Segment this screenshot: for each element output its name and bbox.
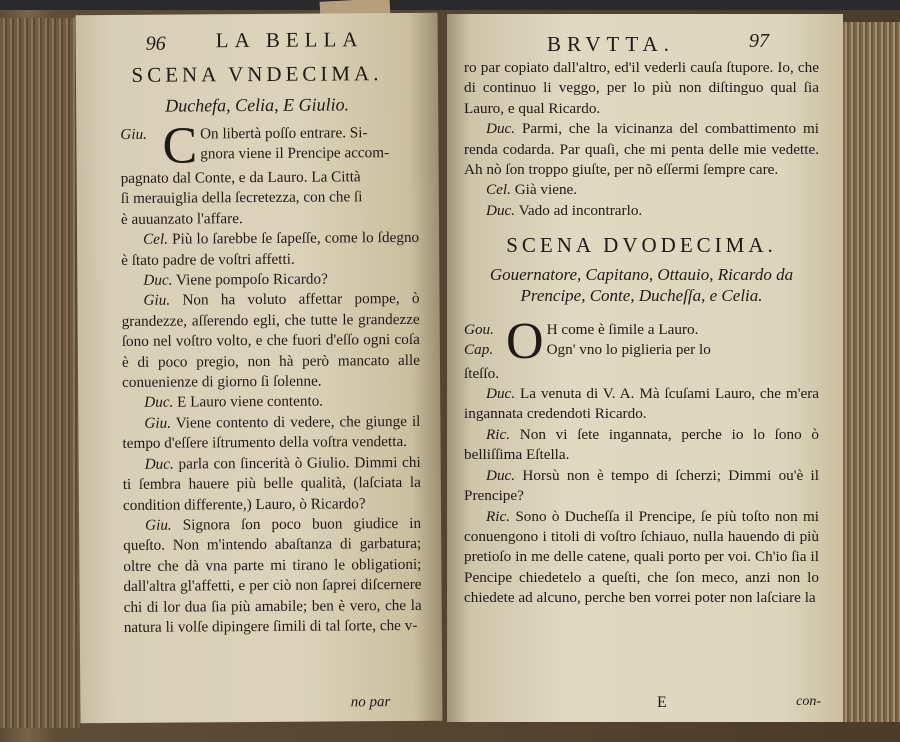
speech-text: Non vi ſete ingannata, perche io lo ſono ò belliſſima Eſtella. xyxy=(464,425,819,464)
speaker-label: Giu. xyxy=(145,516,172,534)
text-line: gnora viene il Prencipe accom- xyxy=(200,144,390,163)
speaker-label: Gou. xyxy=(464,320,494,338)
speaker-label: Duc. xyxy=(486,120,516,138)
speech xyxy=(464,201,819,221)
speaker-label: Duc. xyxy=(143,271,173,289)
text-line: ſteſſo. xyxy=(464,364,500,382)
right-page-number: 97 xyxy=(749,30,769,52)
speaker-label: Duc. xyxy=(486,385,516,403)
text-line: è auuanzato l'affare. xyxy=(120,209,243,228)
right-running-head: BRVTTA. xyxy=(547,32,675,56)
text-line: Ogn' vno lo piglieria per lo xyxy=(546,341,711,359)
speaker-label: Cel. xyxy=(486,181,511,199)
speech xyxy=(122,412,420,455)
left-running-head: LA BELLA xyxy=(215,27,364,53)
speech-text: Non ha voluto affettar pompe, ò grandezze, aſſerendo egli, che tutte le grandezze ſono nel voſtro volto, e che fuori d'eſſo ogni coſa è di poco pregio, non hà però mancato alle conuenienze di giorno ſi ſolenne. xyxy=(121,290,421,392)
speaker-column xyxy=(464,320,506,361)
speaker-label: Duc. xyxy=(486,201,516,219)
speech-text: Più lo ſarebbe ſe ſapeſſe, come lo ſdegno è ſtato padre de voſtri affetti. xyxy=(121,229,420,269)
speech-text: Già viene. xyxy=(514,181,578,199)
speech-text: Parmi, che la vicinanza del combattimento mi renda codarda. Par quaſi, che mi penta delle mie vedette. Ah nò ſon troppo giuſte, per nõ eſſermi ſempre care. xyxy=(464,120,819,179)
speaker-label: Ric. xyxy=(486,425,511,443)
speech-text: Sono ò Ducheſſa il Prencipe, ſe più toſto non mi conuengono i titoli di voſtro ſchiauo, nulla hauendo di più pretioſo in me delle catene, quali porto per voi. Ch'io ſia il Pencipe chiedetelo a queſti, che ſon meco, anzi non lo chiedete ad alcuno, perche ben vorrei poter non laſciare la xyxy=(464,507,819,607)
right-text-block xyxy=(447,58,843,609)
right-header xyxy=(447,14,843,58)
speech-text: Signora ſon poco buon giudice in queſto. Non m'intendo abaſtanza di garbatura; oltre che dà vna parte mi tirano le obligationi; dall'altra gl'affetti, e per ciò non ſaprei diſcernere chi di lor dua ſia più amabile; ben è vero, che la natura li volſe dipingere ſimili di tal ſorte, che v- xyxy=(123,514,422,636)
speech xyxy=(464,425,819,466)
speaker-label: Cap. xyxy=(464,341,494,359)
speech-text: parla con ſincerità ò Giulio. Dimmi chi ti ſembra hauere più belle qualità, (laſciata la condition differente,) Lauro, ò Ricardo? xyxy=(122,453,421,514)
left-page-number: 96 xyxy=(145,32,166,55)
speaker-label: Cel. xyxy=(143,230,169,249)
speech xyxy=(464,119,819,180)
speech-text: Horsù non è tempo di ſcherzi; Dimmi ou'è il Prencipe? xyxy=(464,466,819,505)
left-page xyxy=(76,13,443,724)
right-scene-title: SCENA DVODECIMA. xyxy=(506,233,777,258)
speech xyxy=(464,180,819,200)
speech-text: Viene pompoſo Ricardo? xyxy=(175,270,328,289)
speech-text: Viene contento di vedere, che giunge il tempo d'eſſere iſtrumento della voſtra vendetta. xyxy=(122,412,421,453)
opening-lines xyxy=(547,320,819,361)
speaker-label: Giu. xyxy=(120,125,148,143)
speaker-label: Duc. xyxy=(144,394,174,412)
right-page xyxy=(447,14,843,722)
left-cast-list: Duchefa, Celia, E Giulio. xyxy=(165,94,350,116)
speaker-label: Giu. xyxy=(143,292,171,310)
speech-text: La venuta di V. A. Mà ſcuſami Lauro, che m'era ingannata credendoti Ricardo. xyxy=(464,385,820,423)
drop-cap: C xyxy=(162,117,198,175)
right-opening xyxy=(464,312,819,370)
left-page-edges xyxy=(0,18,80,728)
speech xyxy=(122,391,420,413)
speech xyxy=(123,453,421,516)
speaker-label: Duc. xyxy=(144,455,174,473)
left-text-block xyxy=(76,117,442,639)
speech xyxy=(464,466,819,507)
speech xyxy=(121,269,419,291)
speech xyxy=(464,384,819,425)
left-catchword: no par xyxy=(350,694,391,711)
left-opening xyxy=(120,117,418,175)
speech-text: Vado ad incontrarlo. xyxy=(518,201,643,219)
text-line: ſi merauiglia della ſecretezza, con che ſi xyxy=(120,188,363,208)
text-line: On libertà poſſo entrare. Si- xyxy=(199,124,368,143)
speech-text: E Lauro viene contento. xyxy=(177,393,324,412)
speaker-label: Duc. xyxy=(486,466,516,484)
left-header xyxy=(76,13,438,60)
text-line: pagnato dal Conte, e da Lauro. La Città xyxy=(120,168,361,187)
signature-mark: E xyxy=(657,694,667,711)
speech xyxy=(121,289,420,393)
speaker-label: Ric. xyxy=(486,507,511,525)
opening-lines xyxy=(200,123,419,165)
speech xyxy=(464,507,819,609)
drop-cap: O xyxy=(506,312,544,370)
speech xyxy=(121,228,419,271)
right-cast-list: Gouernatore, Capitano, Ottauio, Ricardo da Prencipe, Conte, Ducheſſa, e Celia. xyxy=(489,264,794,305)
speech xyxy=(123,514,422,639)
left-scene-title: SCENA VNDECIMA. xyxy=(131,61,383,87)
right-page-edges xyxy=(843,22,900,722)
text-paragraph: ro par copiato dall'altro, ed'il vederli cauſa ſtupore. Io, che di continuo li veggo, per lo più non diſtinguo qual ſia Lauro, e qual Ricardo. xyxy=(464,59,819,117)
right-catchword: con- xyxy=(796,694,821,709)
text-line: H come è ſimile a Lauro. xyxy=(546,320,699,338)
speaker-label: Giu. xyxy=(144,414,172,432)
